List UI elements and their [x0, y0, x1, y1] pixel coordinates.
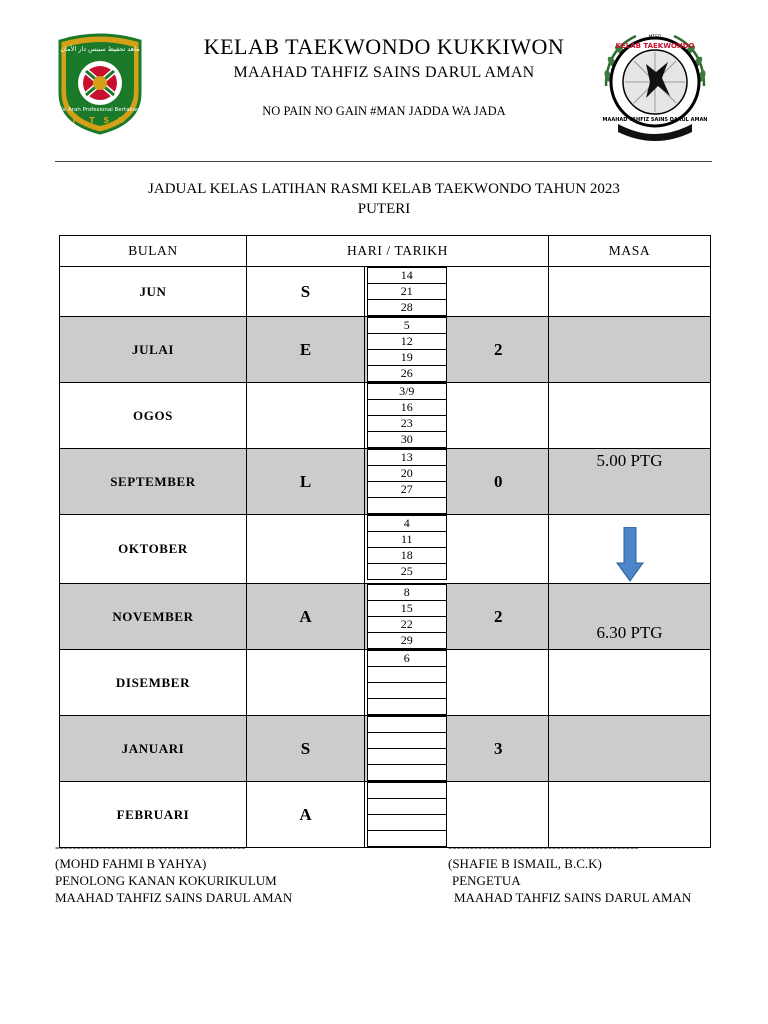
dates-cell	[365, 267, 449, 317]
year-digit-cell: 2	[449, 317, 549, 383]
date-entry: 25	[367, 564, 447, 580]
date-list	[367, 650, 447, 715]
table-row	[60, 317, 711, 383]
signatory-position: PENGETUA	[452, 873, 521, 888]
month-cell: JUN	[60, 267, 247, 317]
dates-cell	[365, 584, 449, 650]
svg-text:MTSD: MTSD	[648, 35, 662, 40]
year-digit-cell	[449, 267, 549, 317]
masa-cell	[549, 515, 711, 584]
date-entry	[367, 667, 447, 683]
club-title: KELAB TAEKWONDO KUKKIWON	[203, 34, 565, 59]
header-bulan: BULAN	[60, 236, 247, 267]
signatory-organisation: MAAHAD TAHFIZ SAINS DARUL AMAN	[454, 890, 692, 905]
table-row	[60, 449, 711, 515]
date-entry	[367, 765, 447, 781]
date-entry: 11	[367, 532, 447, 548]
month-cell: FEBRUARI	[60, 782, 247, 848]
svg-text:Ke Arah Profesional Bertakwa: Ke Arah Profesional Bertakwa	[59, 107, 141, 113]
date-entry: 5	[367, 317, 447, 334]
dates-cell	[365, 716, 449, 782]
date-entry: 19	[367, 350, 447, 366]
table-row	[60, 584, 711, 650]
month-cell: OKTOBER	[60, 515, 247, 584]
table-row	[60, 716, 711, 782]
date-entry: 20	[367, 466, 447, 482]
dates-cell	[365, 782, 449, 848]
school-name: MAAHAD TAHFIZ SAINS DARUL AMAN	[233, 64, 535, 81]
date-entry: 4	[367, 515, 447, 532]
date-entry	[367, 815, 447, 831]
signature-left	[55, 838, 292, 906]
month-cell: JANUARI	[60, 716, 247, 782]
table-row	[60, 650, 711, 716]
date-entry: 15	[367, 601, 447, 617]
date-entry: 29	[367, 633, 447, 649]
year-digit-cell: 3	[449, 716, 549, 782]
masa-cell	[549, 383, 711, 449]
table-row	[60, 267, 711, 317]
document-title	[0, 179, 768, 219]
date-list	[367, 584, 447, 649]
document-title-line1: JADUAL KELAS LATIHAN RASMI KELAB TAEKWONDO TAHUN 2023	[148, 181, 620, 197]
date-entry	[367, 831, 447, 847]
date-list	[367, 267, 447, 316]
day-letter-cell: E	[247, 317, 365, 383]
signatory-name: (MOHD FAHMI B YAHYA)	[55, 856, 207, 871]
date-list	[367, 515, 447, 580]
document-title-line2: PUTERI	[357, 201, 411, 217]
table-header-row	[60, 236, 711, 267]
masa-cell	[549, 584, 711, 650]
svg-text:ماهد تحفيظ سينس دار الأمان: ماهد تحفيظ سينس دار الأمان	[60, 45, 140, 53]
year-digit-cell	[449, 515, 549, 584]
signature-right	[448, 838, 691, 906]
header-hari-tarikh: HARI / TARIKH	[247, 236, 549, 267]
month-cell: DISEMBER	[60, 650, 247, 716]
date-entry: 13	[367, 449, 447, 466]
month-cell: OGOS	[60, 383, 247, 449]
header-masa: MASA	[549, 236, 711, 267]
date-list	[367, 317, 447, 382]
date-entry	[367, 683, 447, 699]
dates-cell	[365, 449, 449, 515]
date-list	[367, 716, 447, 781]
date-entry: 27	[367, 482, 447, 498]
date-entry: 21	[367, 284, 447, 300]
svg-text:KELAB TAEKWONDO: KELAB TAEKWONDO	[615, 42, 695, 50]
masa-cell	[549, 317, 711, 383]
date-entry	[367, 749, 447, 765]
masa-cell	[549, 267, 711, 317]
signature-line: --------------------------------------------	[448, 839, 639, 854]
date-entry: 23	[367, 416, 447, 432]
date-entry	[367, 716, 447, 733]
date-entry: 12	[367, 334, 447, 350]
dates-cell	[365, 317, 449, 383]
date-entry: 26	[367, 366, 447, 382]
date-list	[367, 449, 447, 514]
date-entry	[367, 782, 447, 799]
signatory-name: (SHAFIE B ISMAIL, B.C.K)	[448, 856, 602, 871]
svg-text:M T S D: M T S D	[72, 116, 128, 125]
masa-cell	[549, 650, 711, 716]
table-row	[60, 515, 711, 584]
dates-cell	[365, 383, 449, 449]
day-letter-cell: S	[247, 716, 365, 782]
date-entry: 6	[367, 650, 447, 667]
day-letter-cell	[247, 383, 365, 449]
day-letter-cell	[247, 515, 365, 584]
day-letter-cell: S	[247, 267, 365, 317]
date-list	[367, 782, 447, 847]
down-arrow-icon	[616, 527, 644, 583]
signature-line: --------------------------------------------	[55, 839, 246, 854]
date-entry: 8	[367, 584, 447, 601]
day-letter-cell: L	[247, 449, 365, 515]
date-entry	[367, 699, 447, 715]
date-entry: 30	[367, 432, 447, 448]
masa-cell	[549, 449, 711, 515]
date-entry	[367, 733, 447, 749]
date-entry: 28	[367, 300, 447, 316]
day-letter-cell: A	[247, 584, 365, 650]
date-entry: 3/9	[367, 383, 447, 400]
club-motto: NO PAIN NO GAIN #MAN JADDA WA JADA	[262, 104, 506, 118]
day-letter-cell	[247, 650, 365, 716]
end-time: 6.30 PTG	[596, 623, 663, 642]
month-cell: NOVEMBER	[60, 584, 247, 650]
date-entry: 18	[367, 548, 447, 564]
start-time: 5.00 PTG	[596, 451, 663, 470]
date-entry: 16	[367, 400, 447, 416]
signatory-organisation: MAAHAD TAHFIZ SAINS DARUL AMAN	[55, 890, 293, 905]
svg-text:MAAHAD TAHFIZ SAINS DARUL AMAN: MAAHAD TAHFIZ SAINS DARUL AMAN	[602, 117, 708, 123]
schedule-table	[59, 235, 711, 848]
header-divider	[55, 161, 712, 162]
year-digit-cell	[449, 650, 549, 716]
signatory-position: PENOLONG KANAN KOKURIKULUM	[55, 873, 277, 888]
year-digit-cell: 0	[449, 449, 549, 515]
date-entry	[367, 498, 447, 514]
month-cell: JULAI	[60, 317, 247, 383]
masa-cell	[549, 716, 711, 782]
dates-cell	[365, 515, 449, 584]
day-letter-cell: A	[247, 782, 365, 848]
dates-cell	[365, 650, 449, 716]
year-digit-cell	[449, 383, 549, 449]
date-entry: 22	[367, 617, 447, 633]
month-cell: SEPTEMBER	[60, 449, 247, 515]
year-digit-cell: 2	[449, 584, 549, 650]
date-entry: 14	[367, 267, 447, 284]
date-entry	[367, 799, 447, 815]
table-row	[60, 383, 711, 449]
date-list	[367, 383, 447, 448]
